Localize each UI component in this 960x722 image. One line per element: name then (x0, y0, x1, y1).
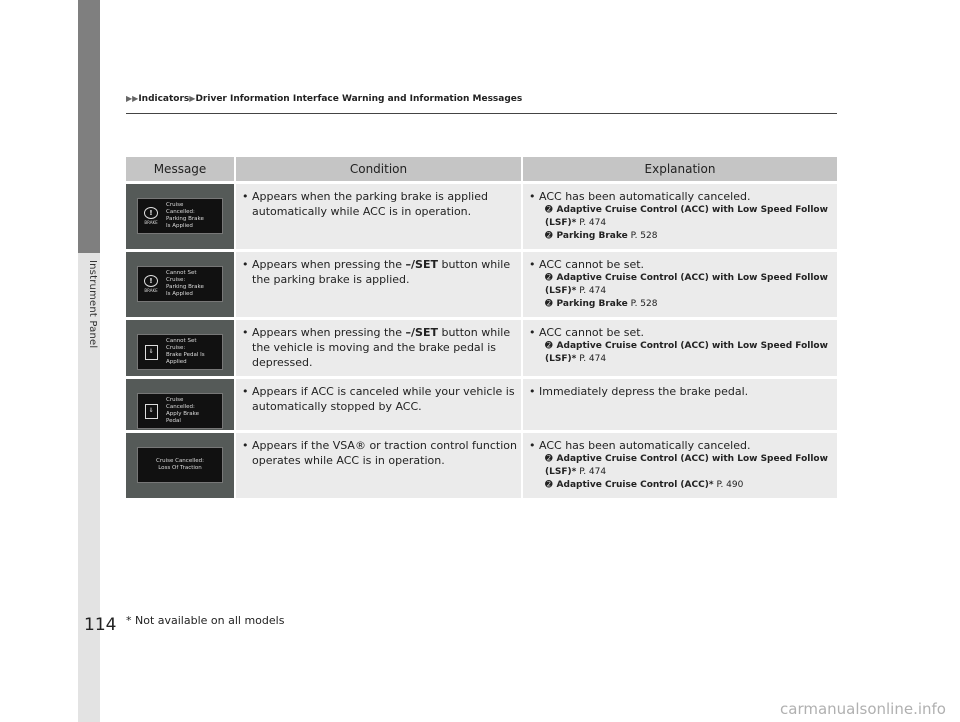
breadcrumb-item-dii-messages[interactable]: Driver Information Interface Warning and Information Messages (195, 94, 523, 104)
reference-page: P. 528 (630, 231, 658, 241)
condition-text-pre: Appears when pressing the (252, 258, 406, 271)
condition-cell (236, 181, 523, 249)
reference-title: Adaptive Cruise Control (ACC) with Low Speed Follow (LSF) (545, 341, 828, 364)
cross-reference[interactable] (545, 298, 833, 311)
display-message-image (137, 198, 223, 234)
breadcrumb-arrow-icon: ▶ (189, 94, 196, 103)
explanation-cell (523, 249, 837, 317)
condition-cell (236, 317, 523, 376)
condition-cell (236, 376, 523, 430)
bullet-icon: • (529, 190, 536, 203)
bullet-icon: • (529, 439, 536, 452)
message-image-cell (126, 376, 236, 430)
display-message-text: Cannot Set Cruise: Brake Pedal Is Applied (166, 338, 205, 365)
brake-pedal-icon: ⇓ (142, 345, 160, 360)
reference-title: Parking Brake (556, 299, 628, 309)
explanation-cell (523, 430, 837, 498)
table-row (126, 249, 837, 317)
reference-star: * (571, 218, 577, 228)
breadcrumb (126, 94, 522, 104)
reference-title: Adaptive Cruise Control (ACC) with Low Speed Follow (LSF) (545, 205, 828, 228)
reference-arrow-icon: ➋ (545, 231, 553, 241)
reference-title: Adaptive Cruise Control (ACC) (556, 480, 709, 490)
breadcrumb-arrow-icon: ▶▶ (126, 94, 139, 103)
condition-text-pre: Appears when pressing the (252, 326, 406, 339)
message-image-cell (126, 317, 236, 376)
reference-page: P. 490 (716, 480, 744, 490)
bullet-icon: • (242, 439, 249, 452)
bullet-icon: • (529, 326, 536, 339)
display-message-text: Cannot Set Cruise: Parking Brake Is Applied (166, 270, 204, 297)
set-button-label: –/SET (405, 258, 438, 271)
explanation-text: ACC has been automatically canceled. (539, 439, 751, 452)
chapter-tab-dark (78, 0, 100, 253)
header-condition: Condition (236, 157, 523, 181)
brake-pedal-icon: ⇓ (142, 404, 160, 419)
explanation-text: ACC has been automatically canceled. (539, 190, 751, 203)
brake-warning-icon: ! BRAKE (144, 209, 158, 225)
page-number: 114 (84, 615, 117, 635)
message-image-cell (126, 181, 236, 249)
display-message-image (137, 393, 223, 429)
explanation-text: ACC cannot be set. (539, 326, 645, 339)
reference-title: Adaptive Cruise Control (ACC) with Low Speed Follow (LSF) (545, 454, 828, 477)
set-button-label: –/SET (405, 326, 438, 339)
table-row (126, 430, 837, 498)
reference-page: P. 528 (630, 299, 658, 309)
reference-title: Parking Brake (556, 231, 628, 241)
reference-page: P. 474 (579, 354, 607, 364)
condition-text: Appears if ACC is canceled while your vehicle is automatically stopped by ACC. (252, 385, 515, 413)
table-row (126, 181, 837, 249)
bullet-icon: • (242, 326, 249, 339)
reference-arrow-icon: ➋ (545, 299, 553, 309)
bullet-icon: • (529, 385, 536, 398)
bullet-icon: • (529, 258, 536, 271)
table-row (126, 376, 837, 430)
header-rule (126, 113, 837, 114)
table-header-row (126, 157, 837, 181)
explanation-cell (523, 376, 837, 430)
reference-star: * (571, 286, 577, 296)
reference-page: P. 474 (579, 218, 607, 228)
bullet-icon: • (242, 190, 249, 203)
display-message-text: Cruise Cancelled: Loss Of Traction (155, 458, 204, 471)
reference-arrow-icon: ➋ (545, 480, 553, 490)
condition-text-post: button while the vehicle is moving and the brake pedal is depressed. (252, 326, 511, 369)
footnote: * Not available on all models (126, 614, 285, 627)
cross-reference[interactable] (545, 453, 833, 479)
watermark: carmanualsonline.info (780, 700, 946, 718)
cross-reference[interactable] (545, 272, 833, 298)
brake-warning-icon: ! BRAKE (144, 277, 158, 293)
cross-reference[interactable] (545, 204, 833, 230)
reference-arrow-icon: ➋ (545, 454, 553, 464)
chapter-label: Instrument Panel (87, 260, 98, 349)
reference-page: P. 474 (579, 467, 607, 477)
bullet-icon: • (242, 258, 249, 271)
explanation-text: Immediately depress the brake pedal. (539, 385, 749, 398)
display-message-text: Cruise Cancelled: Parking Brake Is Applied (166, 202, 204, 229)
reference-star: * (571, 467, 577, 477)
cross-reference[interactable] (545, 340, 833, 366)
message-table (126, 157, 837, 498)
condition-text-post: button while the parking brake is applied. (252, 258, 511, 286)
reference-arrow-icon: ➋ (545, 273, 553, 283)
message-image-cell (126, 430, 236, 498)
display-message-text: Cruise Cancelled: Apply Brake Pedal (166, 397, 200, 424)
header-message: Message (126, 157, 236, 181)
message-image-cell (126, 249, 236, 317)
condition-text: Appears when the parking brake is applied automatically while ACC is in operation. (252, 190, 488, 218)
display-message-image (137, 334, 223, 370)
reference-star: * (708, 480, 714, 490)
condition-text: Appears if the VSA® or traction control function operates while ACC is in operation. (252, 439, 517, 467)
cross-reference[interactable] (545, 479, 833, 492)
display-message-image (137, 447, 223, 483)
reference-arrow-icon: ➋ (545, 341, 553, 351)
bullet-icon: • (242, 385, 249, 398)
header-explanation: Explanation (523, 157, 837, 181)
condition-cell (236, 430, 523, 498)
cross-reference[interactable] (545, 230, 833, 243)
display-message-image (137, 266, 223, 302)
explanation-text: ACC cannot be set. (539, 258, 645, 271)
table-row (126, 317, 837, 376)
explanation-cell (523, 317, 837, 376)
explanation-cell (523, 181, 837, 249)
condition-cell (236, 249, 523, 317)
reference-page: P. 474 (579, 286, 607, 296)
reference-title: Adaptive Cruise Control (ACC) with Low Speed Follow (LSF) (545, 273, 828, 296)
breadcrumb-item-indicators[interactable]: Indicators (138, 94, 190, 104)
reference-star: * (571, 354, 577, 364)
reference-arrow-icon: ➋ (545, 205, 553, 215)
